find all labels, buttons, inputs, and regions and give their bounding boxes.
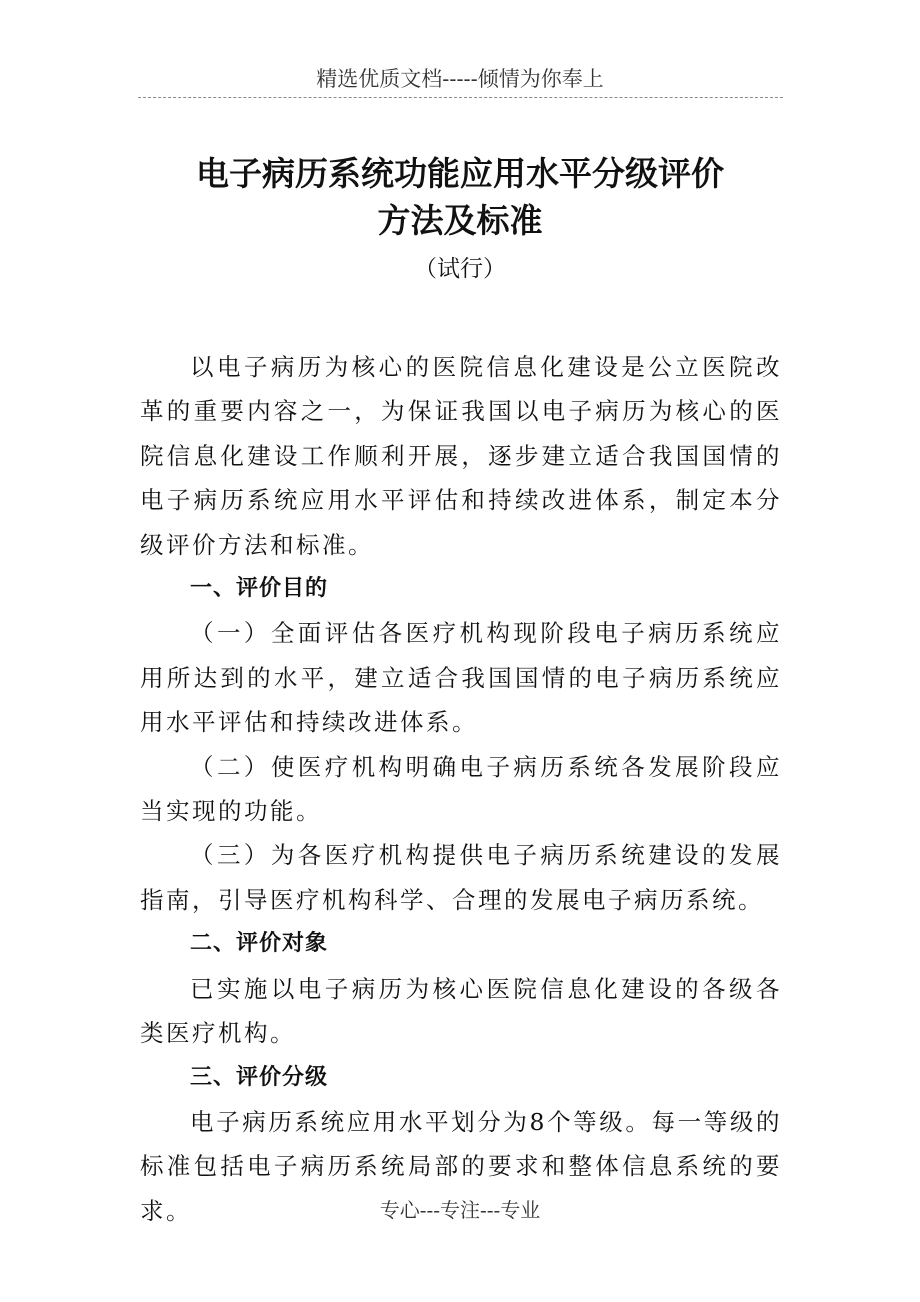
target-paragraph: 已实施以电子病历为核心医院信息化建设的各级各类医疗机构。 bbox=[140, 974, 782, 1048]
document-subtitle: （试行） bbox=[414, 256, 506, 282]
document-title-line-1: 电子病历系统功能应用水平分级评价 bbox=[196, 154, 724, 193]
section-heading-purpose: 一、评价目的 bbox=[190, 576, 329, 602]
document-title-line-2: 方法及标准 bbox=[377, 201, 543, 240]
section-heading-target: 二、评价对象 bbox=[190, 931, 329, 957]
page-footer: 专心---专注---专业 bbox=[379, 1198, 541, 1222]
document-body bbox=[140, 345, 782, 1233]
header-divider bbox=[138, 97, 783, 98]
purpose-item-3: （三）为各医疗机构提供电子病历系统建设的发展指南，引导医疗机构科学、合理的发展电子病历系统。 bbox=[140, 841, 782, 914]
purpose-item-2: （二）使医疗机构明确电子病历系统各发展阶段应当实现的功能。 bbox=[140, 752, 782, 826]
grading-paragraph: 电子病历系统应用水平划分为8个等级。每一等级的标准包括电子病历系统局部的要求和整体信息系统的要求。 bbox=[140, 1107, 782, 1225]
purpose-item-1: （一）全面评估各医疗机构现阶段电子病历系统应用所达到的水平，建立适合我国国情的电子病历系统应用水平评估和持续改进体系。 bbox=[140, 619, 782, 737]
page-header: 精选优质文档-----倾情为你奉上 bbox=[316, 67, 604, 91]
section-heading-grading: 三、评价分级 bbox=[190, 1064, 329, 1090]
intro-paragraph: 以电子病历为核心的医院信息化建设是公立医院改革的重要内容之一，为保证我国以电子病历为核心的医院信息化建设工作顺利开展，逐步建立适合我国国情的电子病历系统应用水平评估和持续改进体系，制定本分级评价方法和标准。 bbox=[140, 353, 782, 559]
